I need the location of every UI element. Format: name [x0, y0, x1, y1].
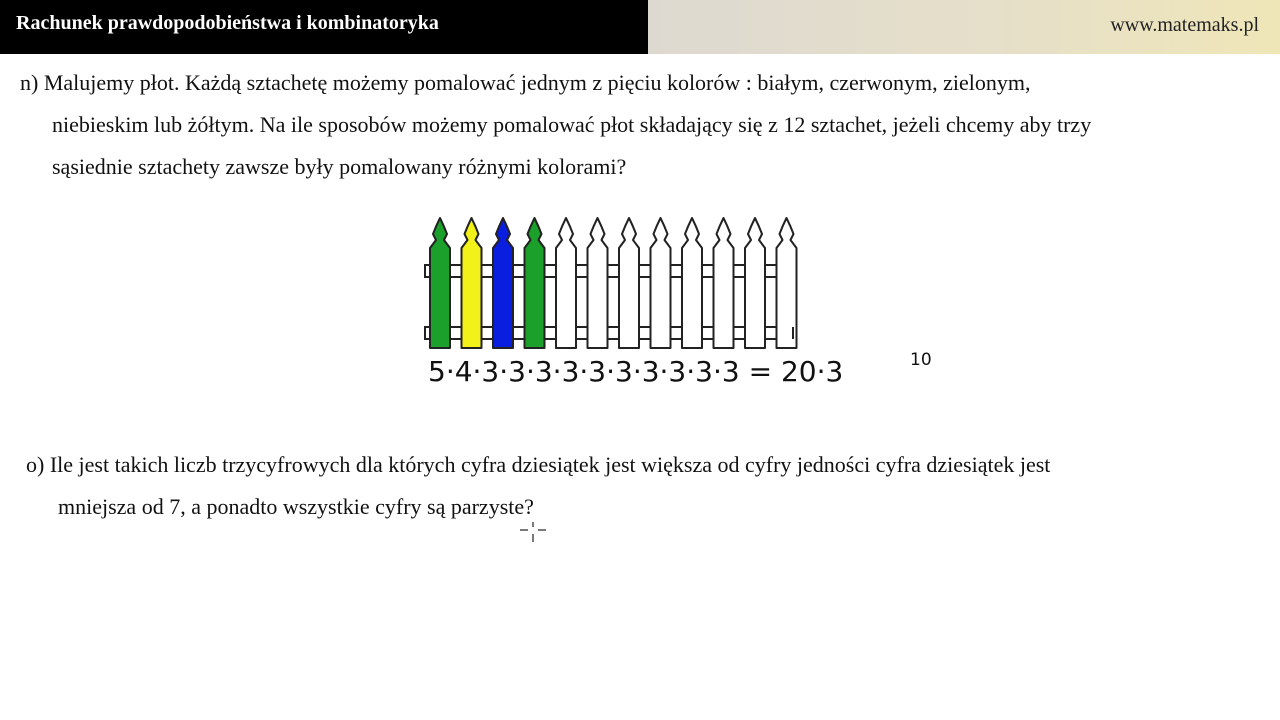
problem-o [26, 444, 1050, 528]
fence-svg [420, 210, 800, 355]
fence-picket [714, 218, 734, 348]
fence-picket [430, 218, 450, 348]
handwritten-solution-svg [426, 345, 946, 395]
fence-picket [556, 218, 576, 348]
header-url-panel [648, 0, 1280, 54]
fence-picket [651, 218, 671, 348]
fence-illustration [420, 210, 800, 360]
header-title-panel [0, 0, 648, 54]
fence-picket [462, 218, 482, 348]
handwritten-solution [426, 345, 946, 400]
problem-n-line-2: niebieskim lub żółtym. Na ile sposobów możemy pomalować płot składający się z 12 sztachet, jeżeli chcemy aby trzy [52, 112, 1092, 137]
problem-n-line-3: sąsiednie sztachety zawsze były pomalowany różnymi kolorami? [52, 154, 627, 179]
header-title: Rachunek prawdopodobieństwa i kombinatoryka [16, 12, 439, 34]
solution-exponent: 10 [910, 350, 932, 370]
problem-o-line-2: mniejsza od 7, a ponadto wszystkie cyfry są parzyste? [58, 494, 534, 519]
problem-n-line-1: n) Malujemy płot. Każdą sztachetę możemy pomalować jednym z pięciu kolorów : białym, czerwonym, zielonym, [20, 70, 1031, 95]
header-url: www.matemaks.pl [1110, 14, 1259, 36]
fence-picket [525, 218, 545, 348]
problem-o-line-1: o) Ile jest takich liczb trzycyfrowych dla których cyfra dziesiątek jest większa od cyfry jedności cyfra dziesiątek jest [26, 452, 1051, 477]
header-bar [0, 0, 1280, 54]
fence-picket [588, 218, 608, 348]
problem-n [20, 62, 1091, 188]
fence-picket [493, 218, 513, 348]
fence-picket [745, 218, 765, 348]
crosshair-cursor-icon [520, 522, 546, 544]
solution-expression: 5·4·3·3·3·3·3·3·3·3·3·3 = 20·3 [428, 355, 844, 388]
fence-picket [619, 218, 639, 348]
fence-picket [682, 218, 702, 348]
